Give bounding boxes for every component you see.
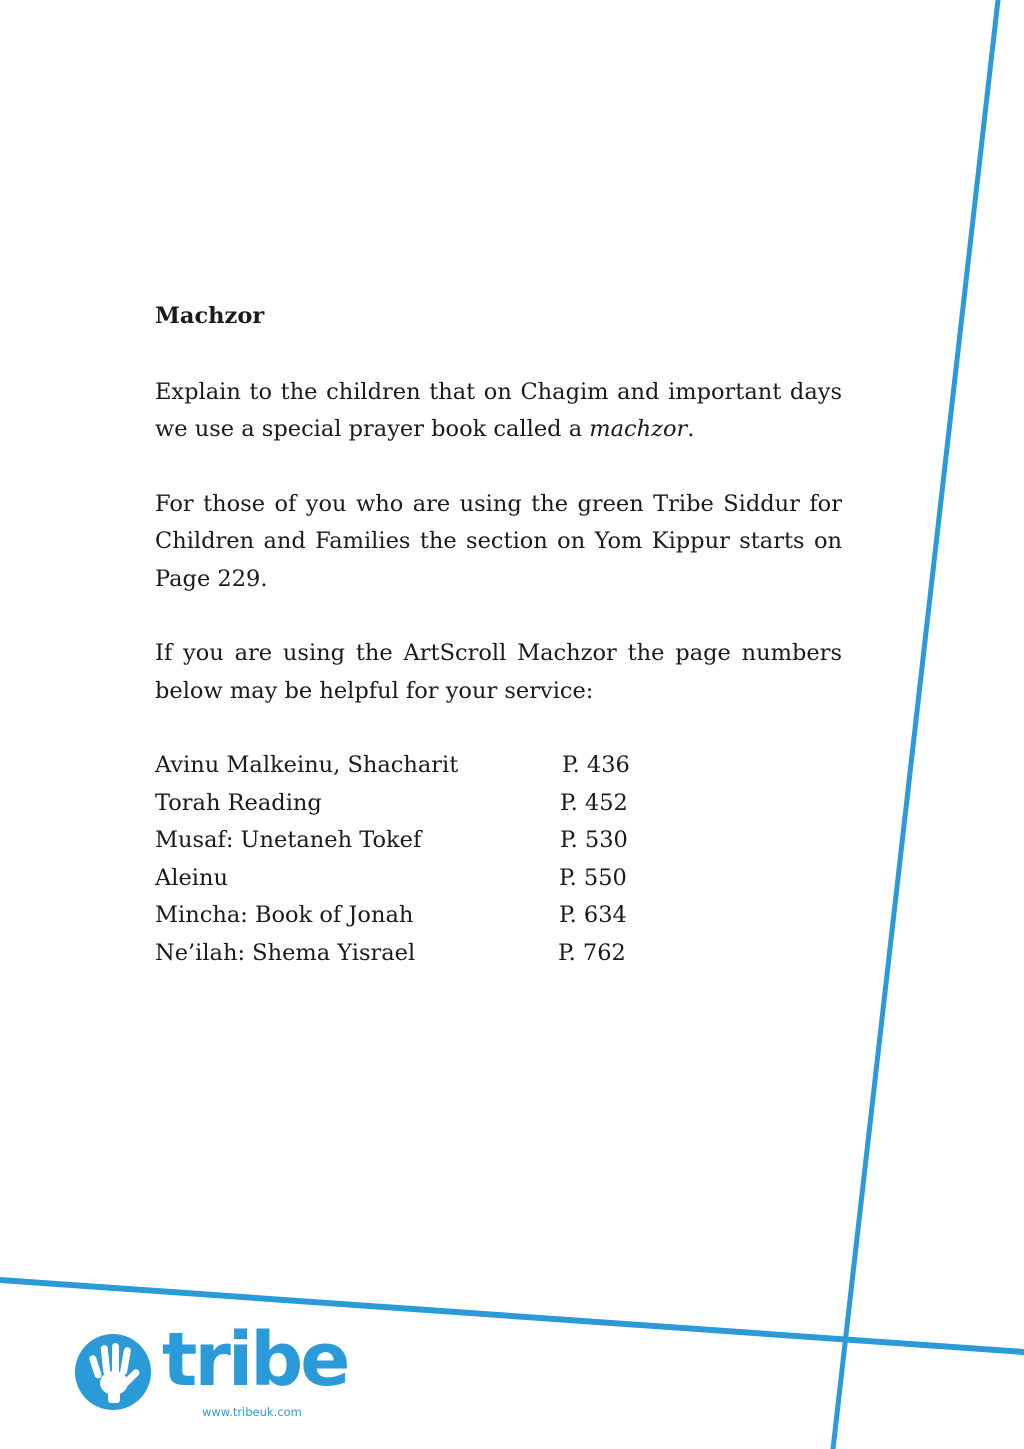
document-body [155,298,842,972]
website-url: www.tribeuk.com [202,1405,302,1419]
service-label: Torah Reading [155,789,322,816]
list-item [155,822,842,860]
page-number: P. 452 [560,789,628,816]
list-item [155,897,842,935]
list-item [155,935,842,973]
intro-end: . [687,416,695,442]
page-number: P. 530 [560,827,628,853]
service-label: Musaf: Unetaneh Tokef [155,827,422,853]
page-number: P. 550 [559,864,627,891]
intro-paragraph [155,374,842,449]
artscroll-paragraph: If you are using the ArtScroll Machzor the page numbers below may be helpful for your service: [155,640,842,704]
siddur-paragraph: For those of you who are using the green Tribe Siddur for Children and Families the section on Yom Kippur starts on Page 229. [155,490,842,592]
page-number: P. 436 [562,752,630,778]
hand-icon [74,1333,152,1411]
tribe-wordmark: tribe [162,1317,348,1403]
list-item [155,785,842,823]
service-label: Mincha: Book of Jonah [155,902,414,928]
machzor-term: machzor [589,416,688,442]
list-item [155,860,842,898]
page-number: P. 634 [559,902,627,928]
page-number: P. 762 [558,939,626,966]
service-label: Avinu Malkeinu, Shacharit [155,752,459,778]
intro-text: Explain to the children that on Chagim and important days we use a special prayer book called a [155,378,842,442]
section-heading: Machzor [155,303,265,329]
list-item [155,747,842,785]
tribe-logo [74,1317,348,1423]
right-border-line [833,0,998,1449]
page-number-list [155,747,842,972]
service-label: Ne’ilah: Shema Yisrael [155,939,416,966]
service-label: Aleinu [155,864,228,891]
